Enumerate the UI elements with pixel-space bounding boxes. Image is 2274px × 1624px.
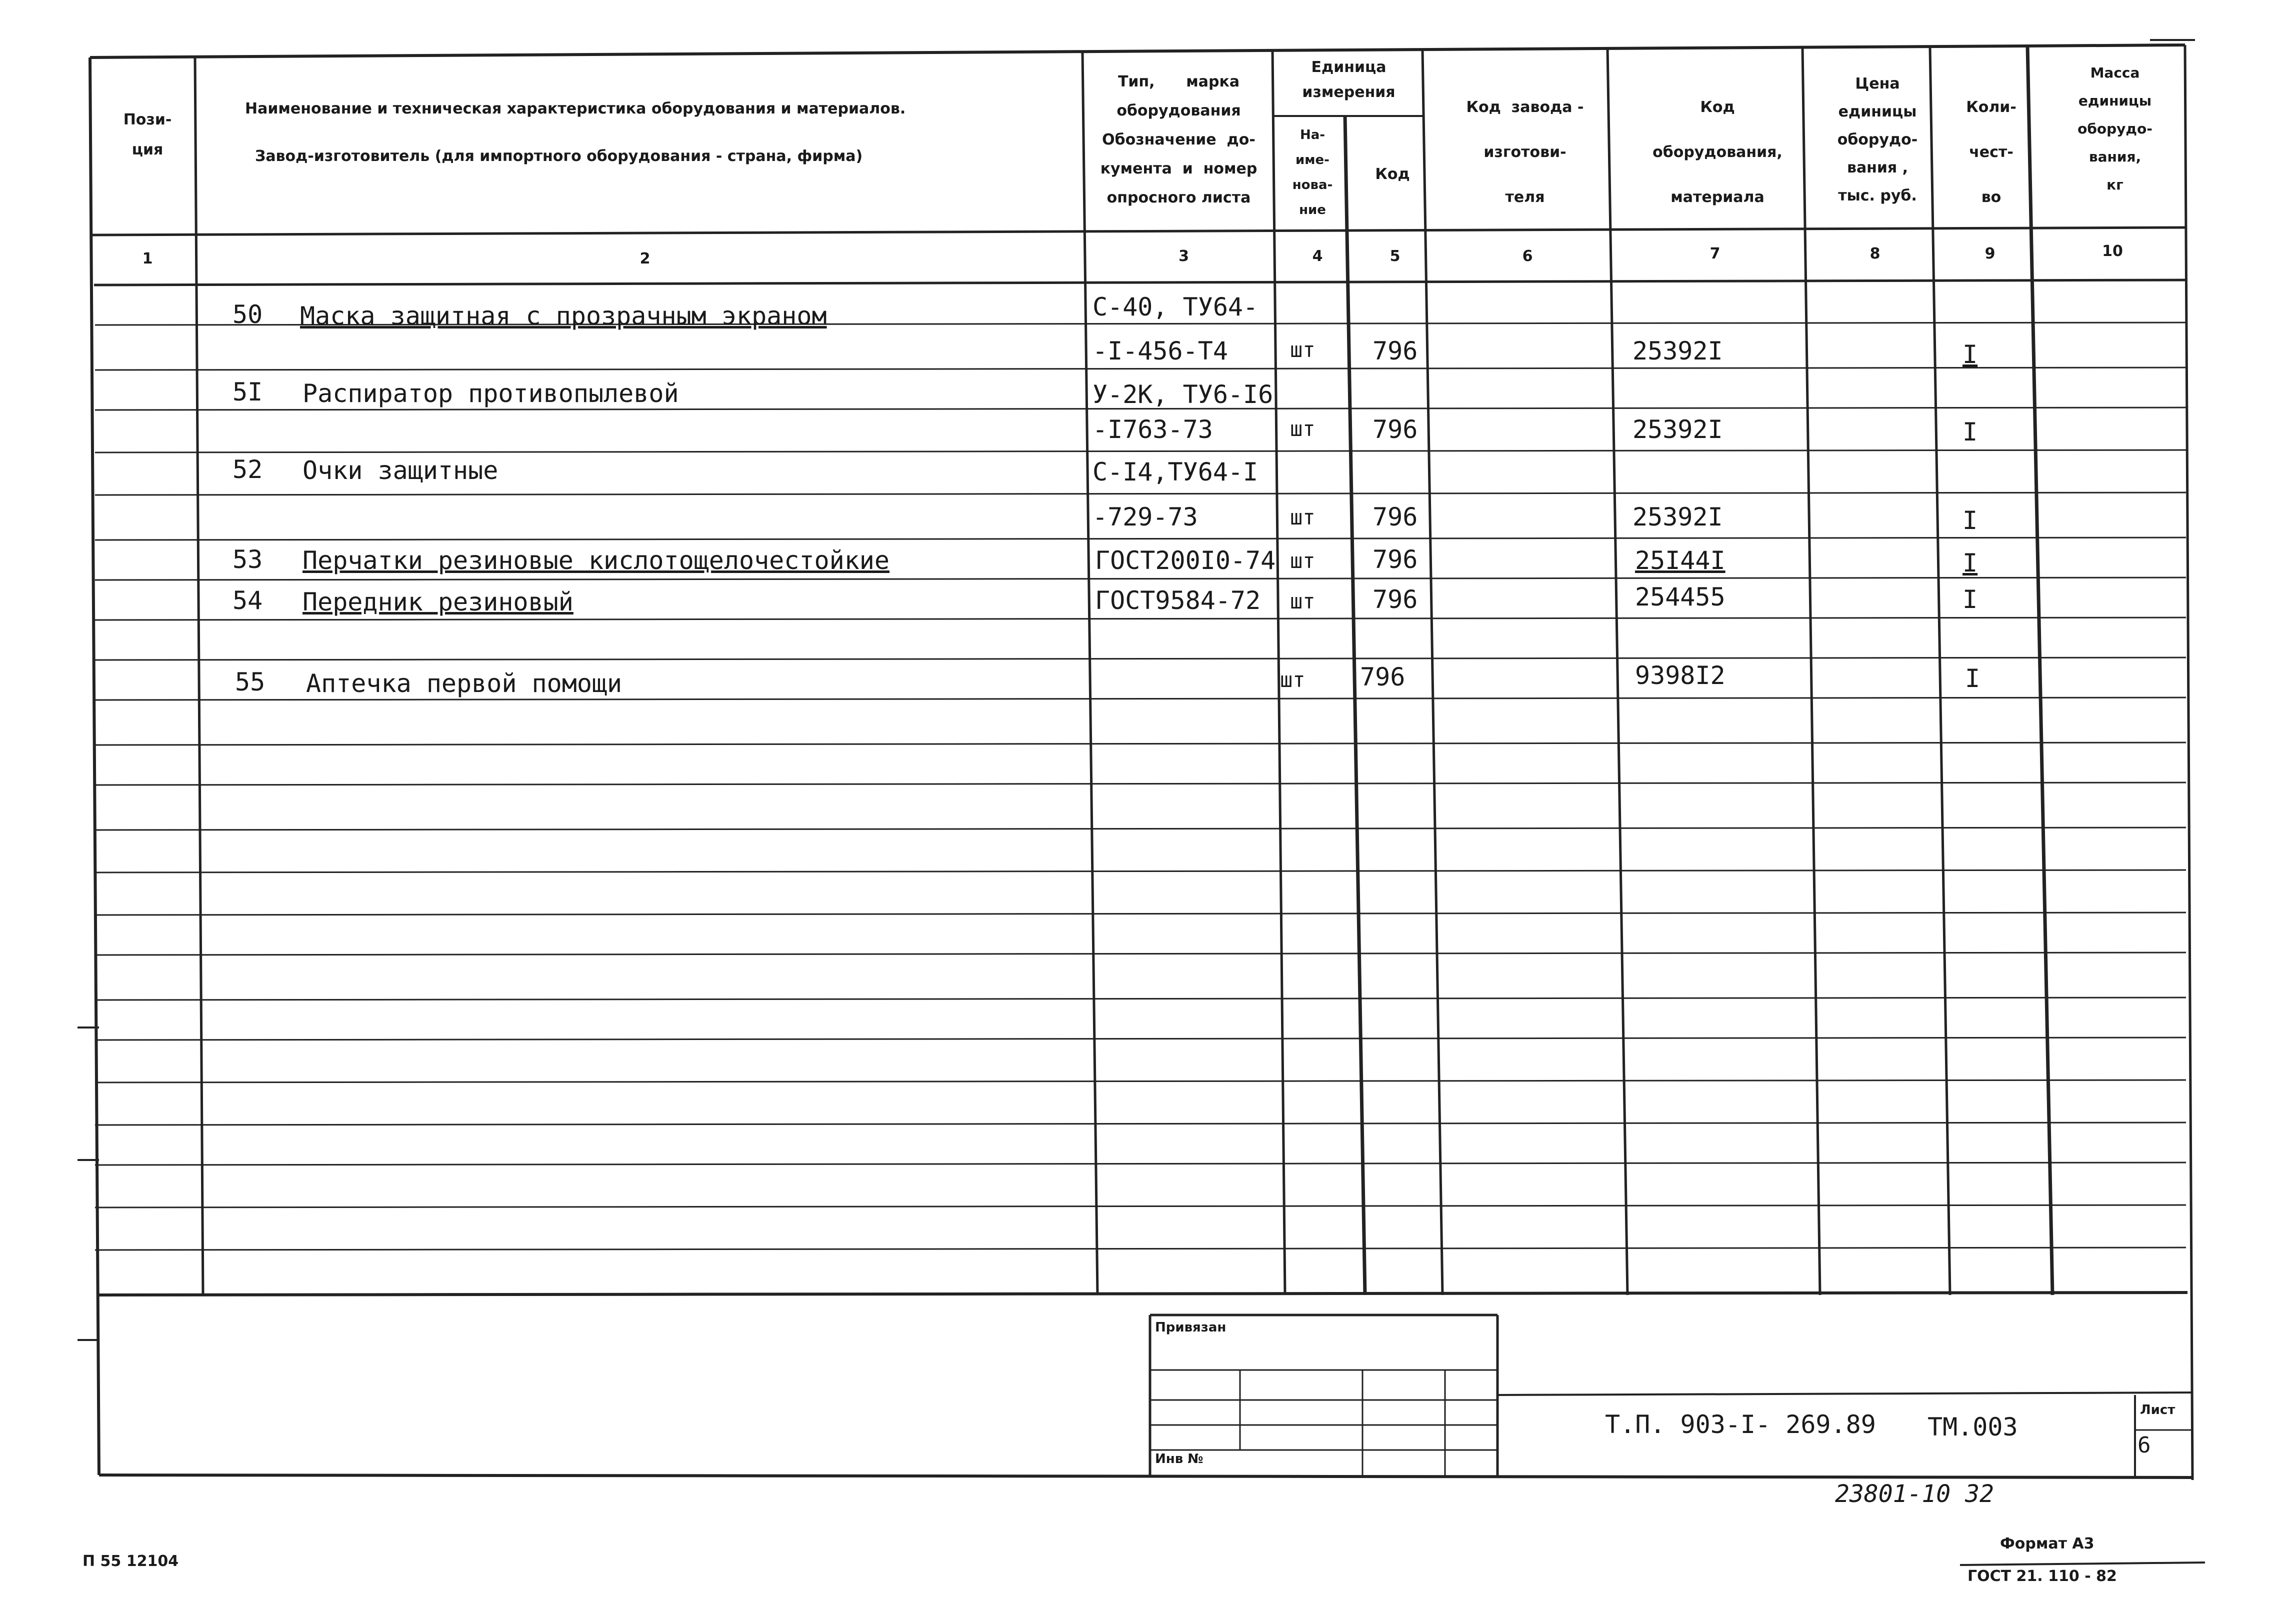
row-50-type: С-40, ТУ64- — [1092, 292, 1258, 322]
row-54-unit-code: 796 — [1372, 585, 1418, 614]
row-52-name: Очки защитные — [302, 456, 498, 485]
col-num-10: 10 — [2102, 242, 2123, 260]
row-53-unit: шт — [1290, 548, 1316, 573]
col-num-1: 1 — [142, 250, 153, 268]
row-50-unit: шт — [1290, 338, 1316, 362]
header-quantity: Коли- чест- во — [1966, 98, 2016, 206]
row-52-unit: шт — [1290, 505, 1316, 530]
header-name-line1: Наименование и техническая характеристика оборудования и материалов. — [245, 100, 906, 118]
row-52-mat-code: 25392I — [1632, 502, 1723, 532]
footer-left-code: П 55 12104 — [82, 1552, 179, 1570]
row-51-unit-code: 796 — [1372, 415, 1418, 444]
row-53-type: ГОСТ200I0-74 — [1095, 546, 1276, 575]
header-factory-code: Код завода - изготови- теля — [1466, 98, 1584, 206]
row-55-pos: 55 — [235, 668, 266, 696]
col-num-2: 2 — [640, 250, 650, 268]
row-54-unit: шт — [1290, 589, 1316, 614]
doc-code: Т.П. 903-I- 269.89 — [1605, 1410, 1876, 1439]
row-50-qty: I — [1962, 340, 1978, 369]
row-51-type: У-2К, ТУ6-I6 — [1092, 380, 1274, 409]
row-52-type-cont: -729-73 — [1092, 502, 1198, 532]
row-53-qty: I — [1962, 548, 1978, 578]
header-position: Пози- ция — [123, 111, 172, 158]
row-54-pos: 54 — [232, 586, 263, 615]
col-num-3: 3 — [1178, 248, 1189, 265]
header-mass: Масса единицы оборудо- вания, кг — [2078, 64, 2152, 193]
row-53-pos: 53 — [232, 545, 263, 574]
row-55-mat-code: 9398I2 — [1635, 661, 1726, 690]
row-51-unit: шт — [1290, 416, 1316, 441]
row-51-mat-code: 25392I — [1632, 415, 1723, 444]
row-53-unit-code: 796 — [1372, 545, 1418, 574]
row-50-mat-code: 25392I — [1632, 336, 1723, 366]
header-type: Тип, марка оборудования Обозначение до- кумента и номер опросного листа — [1100, 73, 1258, 206]
row-54-type: ГОСТ9584-72 — [1095, 586, 1261, 615]
list-label: Лист — [2140, 1402, 2176, 1418]
row-51-type-cont: -I763-73 — [1092, 415, 1213, 444]
col-num-8: 8 — [1870, 245, 1880, 262]
header-unit-name: На- име- нова- ние — [1292, 128, 1333, 218]
row-50-name: Маска защитная с прозрачным экраном — [300, 302, 827, 330]
header-material-code: Код оборудования, материала — [1652, 98, 1782, 206]
row-54-qty: I — [1962, 585, 1978, 614]
row-52-qty: I — [1962, 506, 1978, 535]
col-num-6: 6 — [1522, 248, 1533, 265]
row-55-unit: шт — [1280, 668, 1306, 692]
header-price: Цена единицы оборудо- вания , тыс. руб. — [1837, 75, 1918, 204]
header-unit-code: Код — [1375, 166, 1410, 183]
row-50-type-cont: -I-456-Т4 — [1092, 336, 1228, 366]
col-num-5: 5 — [1390, 248, 1400, 265]
row-53-name: Перчатки резиновые кислотощелочестойкие — [302, 546, 890, 575]
sheet-code: ТМ.003 — [1928, 1412, 2018, 1442]
row-51-pos: 5I — [232, 378, 263, 406]
col-num-7: 7 — [1710, 245, 1720, 262]
header-unit-group: Единица измерения — [1302, 58, 1396, 101]
stamp-inv-no: Инв № — [1155, 1452, 1204, 1466]
header-name-line2: Завод-изготовитель (для импортного оборудования - страна, фирма) — [255, 148, 863, 165]
row-53-mat-code: 25I44I — [1635, 546, 1726, 575]
footer-format: Формат А3 — [2000, 1535, 2094, 1552]
row-55-name: Аптечка первой помощи — [306, 669, 622, 698]
row-50-unit-code: 796 — [1372, 336, 1418, 366]
stamp-privyazan: Привязан — [1155, 1320, 1226, 1335]
row-51-qty: I — [1962, 418, 1978, 446]
archive-number: 23801-10 32 — [1835, 1480, 1994, 1508]
row-52-type: С-I4,ТУ64-I — [1092, 458, 1258, 486]
col-num-9: 9 — [1984, 245, 1996, 262]
footer-gost: ГОСТ 21. 110 - 82 — [1968, 1568, 2117, 1585]
row-52-unit-code: 796 — [1372, 502, 1418, 532]
row-54-name: Передник резиновый — [302, 588, 574, 616]
row-55-unit-code: 796 — [1360, 662, 1406, 692]
row-54-mat-code: 254455 — [1635, 582, 1726, 612]
list-value: 6 — [2138, 1432, 2151, 1458]
row-50-pos: 50 — [232, 300, 263, 329]
col-num-4: 4 — [1312, 248, 1323, 265]
row-52-pos: 52 — [232, 455, 263, 484]
row-55-qty: I — [1965, 664, 1980, 693]
row-51-name: Распиратор противопылевой — [302, 379, 679, 408]
